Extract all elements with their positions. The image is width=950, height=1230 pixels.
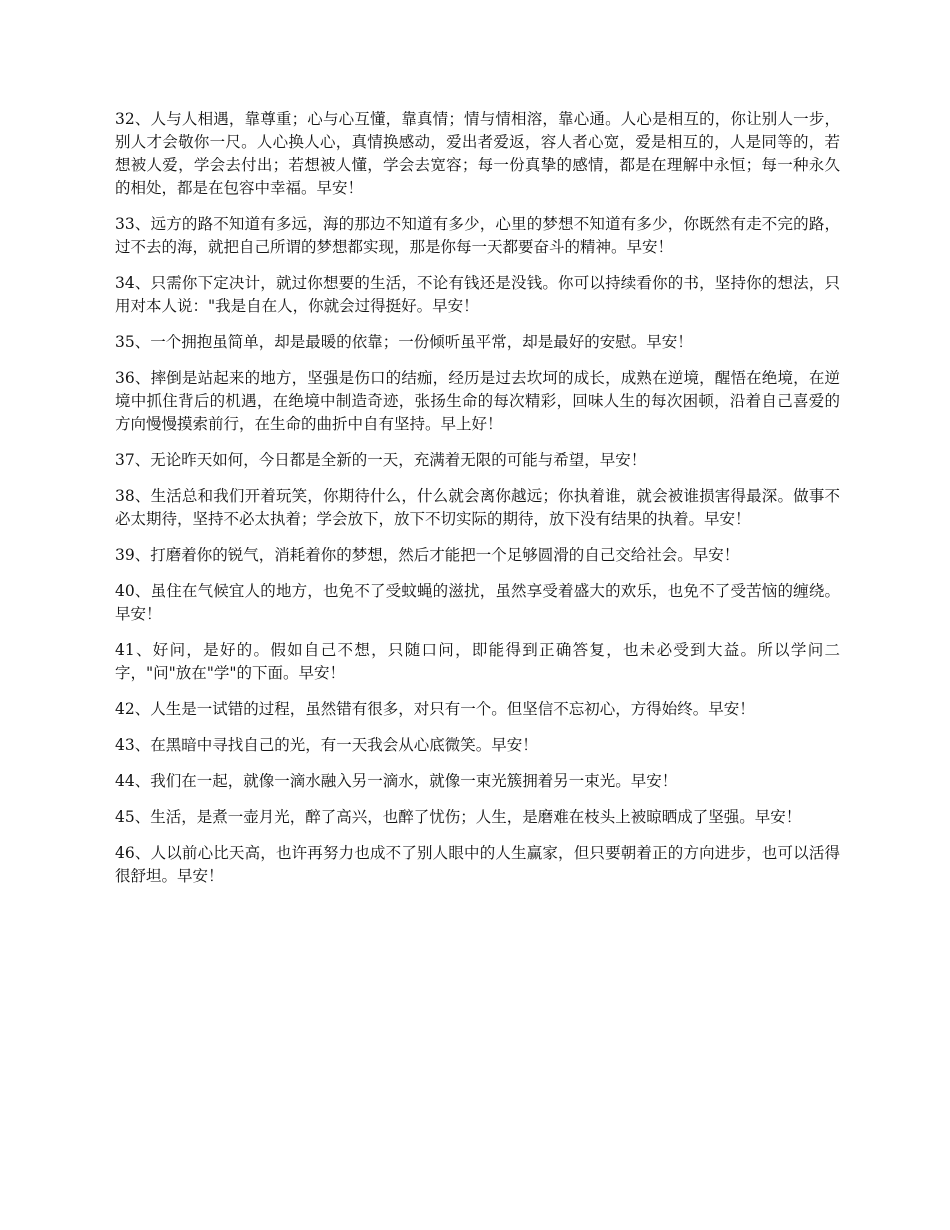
paragraph-35: 35、一个拥抱虽简单，却是最暖的依靠；一份倾听虽平常，却是最好的安慰。早安！ (115, 333, 693, 351)
paragraph-39: 39、打磨着你的锐气，消耗着你的梦想，然后才能把一个足够圆滑的自己交给社会。早安！ (115, 546, 740, 564)
paragraph-44: 44、我们在一起，就像一滴水融入另一滴水，就像一束光簇拥着另一束光。早安！ (115, 772, 678, 790)
paragraph-41: 41、好问，是好的。假如自己不想，只随口问，即能得到正确答复，也未必受到大益。所以学问二字，"问"放在"学"的下面。早安！ (115, 641, 840, 682)
paragraph-36: 36、摔倒是站起来的地方，坚强是伤口的结痂，经历是过去坎坷的成长，成熟在逆境，醒悟在绝境，在逆境中抓住背后的机遇，在绝境中制造奇迹，张扬生命的每次精彩，回味人生的每次困顿，沿着自己喜爱的方向慢慢摸索前行，在生命的曲折中自有坚持。早上好！ (115, 369, 840, 433)
document-body (115, 108, 840, 901)
paragraph-37: 37、无论昨天如何，今日都是全新的一天，充满着无限的可能与希望，早安！ (115, 451, 647, 469)
paragraph-33: 33、远方的路不知道有多远，海的那边不知道有多少，心里的梦想不知道有多少，你既然有走不完的路，过不去的海，就把自己所谓的梦想都实现，那是你每一天都要奋斗的精神。早安！ (115, 215, 840, 256)
paragraph-38: 38、生活总和我们开着玩笑，你期待什么，什么就会离你越远；你执着谁，就会被谁损害得最深。做事不必太期待，坚持不必太执着；学会放下，放下不切实际的期待，放下没有结果的执着。早安！ (115, 487, 840, 528)
paragraph-40: 40、虽住在气候宜人的地方，也免不了受蚊蝇的滋扰，虽然享受着盛大的欢乐，也免不了受苦恼的缠绕。早安！ (115, 582, 840, 623)
paragraph-32: 32、人与人相遇，靠尊重；心与心互懂，靠真情；情与情相溶，靠心通。人心是相互的，你让别人一步，别人才会敬你一尺。人心换人心，真情换感动，爱出者爱返，容人者心宽，爱是相互的，人是同等的，若想被人爱，学会去付出；若想被人懂，学会去宽容；每一份真挚的感情，都是在理解中永恒；每一种永久的相处，都是在包容中幸福。早安！ (115, 110, 840, 197)
paragraph-43: 43、在黑暗中寻找自己的光，有一天我会从心底微笑。早安！ (115, 736, 538, 754)
paragraph-46: 46、人以前心比天高，也许再努力也成不了别人眼中的人生赢家，但只要朝着正的方向进步，也可以活得很舒坦。早安！ (115, 844, 840, 885)
paragraph-45: 45、生活，是煮一壶月光，醉了高兴，也醉了忧伤；人生，是磨难在枝头上被晾晒成了坚强。早安！ (115, 808, 802, 826)
paragraph-34: 34、只需你下定决计，就过你想要的生活，不论有钱还是没钱。你可以持续看你的书，坚持你的想法，只用对本人说："我是自在人，你就会过得挺好。早安！ (115, 274, 840, 315)
paragraph-42: 42、人生是一试错的过程，虽然错有很多，对只有一个。但坚信不忘初心，方得始终。早安！ (115, 700, 755, 718)
